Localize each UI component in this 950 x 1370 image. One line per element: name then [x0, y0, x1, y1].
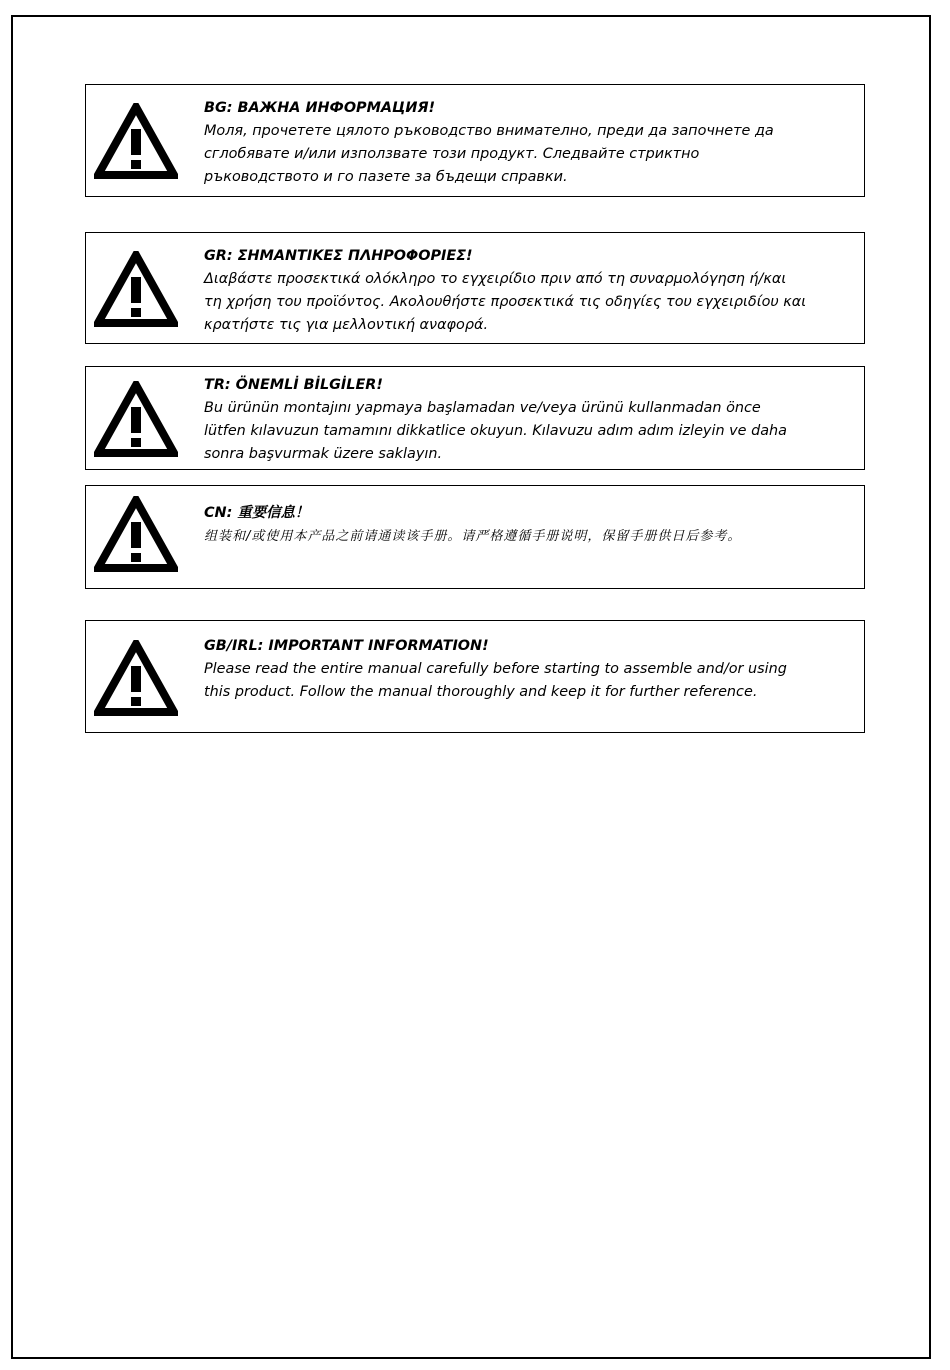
notice-title: CN: 重要信息！	[204, 505, 310, 521]
warning-triangle-icon	[94, 640, 178, 716]
notice-gb-irl	[85, 620, 865, 733]
notice-body: Please read the entire manual carefully before starting to assemble and/or using this product. Follow the manual thoroughly and keep it for further reference.	[204, 661, 787, 700]
warning-triangle-icon	[94, 251, 178, 327]
warning-triangle-icon	[94, 381, 178, 457]
notice-tr	[85, 366, 865, 470]
notice-body: Моля, прочетете цялото ръководство внимателно, преди да започнете да сглобявате и/или използвате този продукт. Следвайте стриктно ръководството и го пазете за бъдещи справки.	[204, 123, 774, 185]
notice-gr	[85, 232, 865, 344]
notice-title: GB/IRL: IMPORTANT INFORMATION!	[204, 638, 489, 654]
warning-triangle-icon	[94, 103, 178, 179]
notice-title: TR: ÖNEMLİ BİLGİLER!	[204, 377, 383, 393]
notice-title: BG: ВАЖНА ИНФОРМАЦИЯ!	[204, 100, 436, 116]
notice-title: GR: ΣΗΜΑΝΤΙΚΕΣ ΠΛΗΡΟΦΟΡΙΕΣ!	[204, 248, 473, 264]
notice-bg	[85, 84, 865, 197]
notice-body: Διαβάστε προσεκτικά ολόκληρο το εγχειρίδιο πριν από τη συναρμολόγηση ή/και τη χρήση του προϊόντος. Ακολουθήστε προσεκτικά τις οδηγίες του εγχειριδίου και κρατήστε τις για μελλοντική αναφορά.	[204, 271, 807, 333]
warning-triangle-icon	[94, 496, 178, 572]
notice-cn	[85, 485, 865, 589]
notice-body: Bu ürünün montajını yapmaya başlamadan ve/veya ürünü kullanmadan önce lütfen kılavuzun tamamını dikkatlice okuyun. Kılavuzu adım adım izleyin ve daha sonra başvurmak üzere saklayın.	[204, 400, 787, 462]
notice-body: 组装和/或使用本产品之前请通读该手册。请严格遵循手册说明，保留手册供日后参考。	[204, 529, 742, 544]
